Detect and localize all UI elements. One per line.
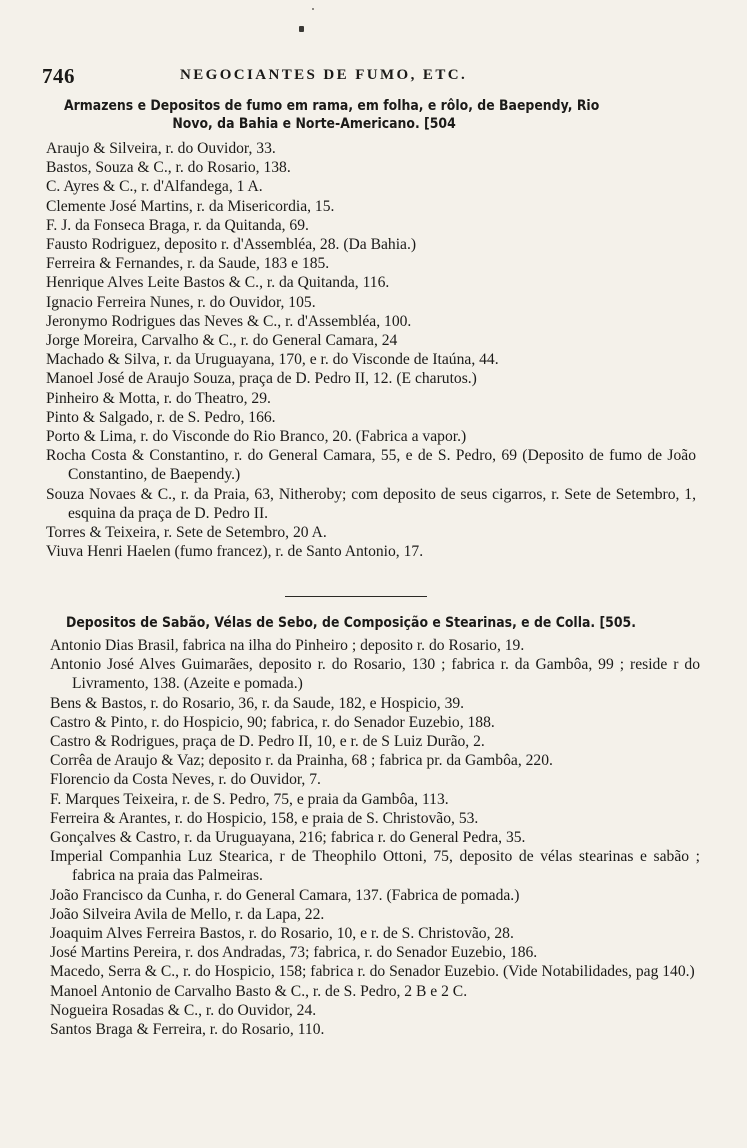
ink-speck [312, 8, 314, 10]
list-item: Pinheiro & Motta, r. do Theatro, 29. [46, 389, 271, 407]
entry-list [50, 636, 700, 1039]
list-item: Jorge Moreira, Carvalho & C., r. do General Camara, 24 [46, 332, 398, 350]
list-item: Castro & Rodrigues, praça de D. Pedro II, 10, e r. de S Luiz Durão, 2. [50, 733, 485, 751]
page-number: 746 [42, 64, 75, 88]
list-item: Bens & Bastos, r. do Rosario, 36, r. da Saude, 182, e Hospicio, 39. [50, 694, 465, 712]
list-item: C. Ayres & C., r. d'Alfandega, 1 A. [46, 178, 263, 196]
section-soap-candle-depots [0, 614, 747, 1039]
list-item: Antonio Dias Brasil, fabrica na ilha do Pinheiro ; deposito r. do Rosario, 19. [50, 637, 525, 654]
list-item: Nogueira Rosadas & C., r. do Ouvidor, 24. [50, 1001, 317, 1019]
list-item: Araujo & Silveira, r. do Ouvidor, 33. [46, 140, 276, 157]
section-heading [66, 614, 668, 632]
list-item: Macedo, Serra & C., r. do Hospicio, 158; fabrica r. do Senador Euzebio. (Vide Notabilidades, pag 140.) [50, 963, 695, 981]
list-item: Viuva Henri Haelen (fumo francez), r. de Santo Antonio, 17. [46, 543, 424, 561]
list-item: Fausto Rodriguez, deposito r. d'Assembléa, 28. (Da Bahia.) [46, 236, 417, 254]
entry-list [46, 139, 696, 561]
section-divider [285, 596, 427, 597]
list-item: Porto & Lima, r. do Visconde do Rio Branco, 20. (Fabrica a vapor.) [46, 428, 467, 446]
list-item: Ignacio Ferreira Nunes, r. do Ouvidor, 105. [46, 293, 316, 311]
list-item: Ferreira & Arantes, r. do Hospicio, 158, e praia de S. Christovão, 53. [50, 809, 479, 827]
list-item: Joaquim Alves Ferreira Bastos, r. do Rosario, 10, e r. de S. Christovão, 28. [50, 925, 514, 943]
list-item: Pinto & Salgado, r. de S. Pedro, 166. [46, 408, 276, 426]
list-item: Antonio José Alves Guimarães, deposito r. do Rosario, 130 ; fabrica r. da Gambôa, 99 ; reside r do Livramento, 138. (Azeite e pomada.) [50, 656, 700, 693]
list-item: Manoel José de Araujo Souza, praça de D. Pedro II, 12. (E charutos.) [46, 370, 477, 388]
section-heading [64, 97, 666, 133]
list-item: João Silveira Avila de Mello, r. da Lapa, 22. [50, 905, 325, 923]
running-title: NEGOCIANTES DE FUMO, ETC. [180, 67, 468, 83]
list-item: F. Marques Teixeira, r. de S. Pedro, 75, e praia da Gambôa, 113. [50, 790, 449, 808]
list-item: Imperial Companhia Luz Stearica, r de Theophilo Ottoni, 75, deposito de vélas stearinas e sabão ; fabrica na praia das Palmeiras. [50, 848, 700, 885]
ink-speck [299, 26, 304, 32]
list-item: Manoel Antonio de Carvalho Basto & C., r. de S. Pedro, 2 B e 2 C. [50, 982, 468, 1000]
list-item: Henrique Alves Leite Bastos & C., r. da Quitanda, 116. [46, 274, 390, 292]
list-item: Rocha Costa & Constantino, r. do General Camara, 55, e de S. Pedro, 69 (Deposito de fumo de João Constantino, de Baependy.) [46, 447, 696, 484]
list-item: Jeronymo Rodrigues das Neves & C., r. d'Assembléa, 100. [46, 312, 412, 330]
list-item: João Francisco da Cunha, r. do General Camara, 137. (Fabrica de pomada.) [50, 886, 520, 904]
list-item: Torres & Teixeira, r. Sete de Setembro, 20 A. [46, 524, 327, 542]
list-item: F. J. da Fonseca Braga, r. da Quitanda, 69. [46, 216, 309, 234]
list-item: Castro & Pinto, r. do Hospicio, 90; fabrica, r. do Senador Euzebio, 188. [50, 713, 495, 731]
list-item: Santos Braga & Ferreira, r. do Rosario, 110. [50, 1021, 325, 1039]
section-heading-line: Armazens e Depositos de fumo em rama, em folha, e rôlo, de Baependy, Rio [64, 98, 600, 114]
section-tobacco-warehouses [0, 97, 747, 561]
running-head [42, 64, 662, 86]
list-item: José Martins Pereira, r. dos Andradas, 73; fabrica, r. do Senador Euzebio, 186. [50, 944, 538, 962]
list-item: Gonçalves & Castro, r. da Uruguayana, 216; fabrica r. do General Pedra, 35. [50, 829, 526, 847]
section-heading-line: Novo, da Bahia e Norte-Americano. [504 [172, 116, 456, 132]
section-heading-line: Depositos de Sabão, Vélas de Sebo, de Composição e Stearinas, e de Colla. [505. [66, 615, 636, 631]
list-item: Clemente José Martins, r. da Misericordia, 15. [46, 197, 335, 215]
list-item: Machado & Silva, r. da Uruguayana, 170, e r. do Visconde de Itaúna, 44. [46, 351, 499, 369]
list-item: Souza Novaes & C., r. da Praia, 63, Nitheroby; com deposito de seus cigarros, r. Sete de Setembro, 1, esquina da praça de D. Pedro II. [46, 485, 696, 522]
list-item: Florencio da Costa Neves, r. do Ouvidor, 7. [50, 771, 321, 789]
list-item: Ferreira & Fernandes, r. da Saude, 183 e 185. [46, 255, 330, 273]
list-item: Bastos, Souza & C., r. do Rosario, 138. [46, 159, 291, 177]
list-item: Corrêa de Araujo & Vaz; deposito r. da Prainha, 68 ; fabrica pr. da Gambôa, 220. [50, 752, 553, 770]
